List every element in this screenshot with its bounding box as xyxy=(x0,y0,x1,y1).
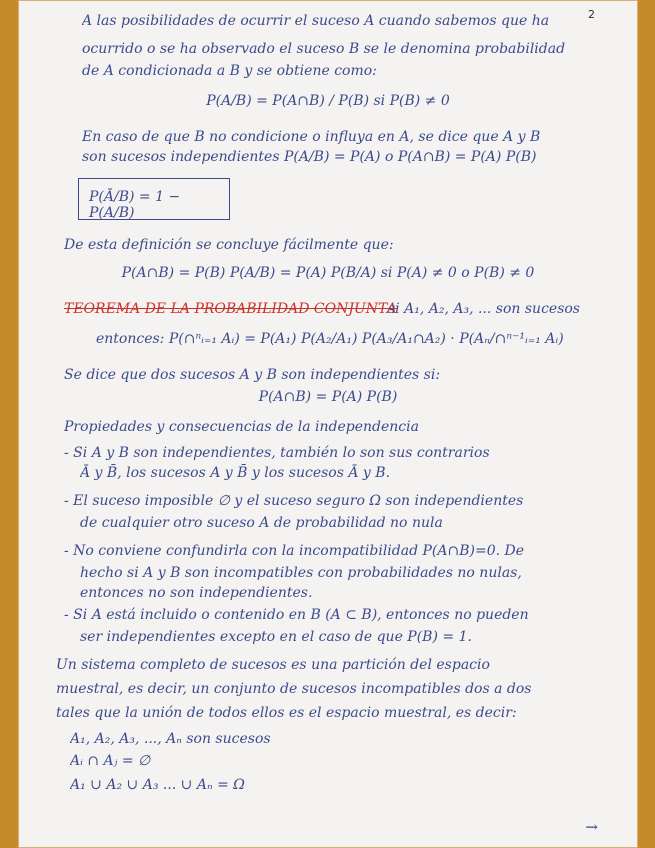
text-line-19: - No conviene confundirla con la incompatibilidad P(A∩B)=0. De xyxy=(64,543,525,559)
text-line-17: - El suceso imposible ∅ y el suceso seguro Ω son independientes xyxy=(64,493,524,509)
theorem-heading: TEOREMA DE LA PROBABILIDAD CONJUNTA xyxy=(64,301,397,317)
text-line-6: son sucesos independientes P(A/B) = P(A) o P(A∩B) = P(A) P(B) xyxy=(82,149,537,165)
text-line-3: de A condicionada a B y se obtiene como: xyxy=(82,63,377,79)
text-line-26: tales que la unión de todos ellos es el espacio muestral, es decir: xyxy=(56,705,517,721)
text-line-15: - Si A y B son independientes, también lo son sus contrarios xyxy=(64,445,490,461)
text-line-22: - Si A está incluido o contenido en B (A ⊂ B), entonces no pueden xyxy=(64,607,529,623)
text-line-7: De esta definición se concluye fácilmente que: xyxy=(64,237,394,253)
page-number: 2 xyxy=(588,8,595,21)
formula-independence: P(A∩B) = P(A) P(B) xyxy=(258,389,398,405)
formula-joint: P(A∩B) = P(B) P(A/B) = P(A) P(B/A) si P(A) ≠ 0 o P(B) ≠ 0 xyxy=(121,265,535,281)
text-line-23: ser independientes excepto en el caso de que P(B) = 1. xyxy=(80,629,472,645)
text-line-16: Ā y B̄, los sucesos A y B̄ y los sucesos Ā y B. xyxy=(80,465,391,481)
boxed-formula xyxy=(78,178,230,220)
notebook-page xyxy=(18,0,638,848)
text-line-18: de cualquier otro suceso A de probabilidad no nula xyxy=(80,515,443,531)
formula-conditional: P(A/B) = P(A∩B) / P(B) si P(B) ≠ 0 xyxy=(206,93,450,109)
text-line-24: Un sistema completo de sucesos es una partición del espacio xyxy=(56,657,490,673)
text-line-21: entonces no son independientes. xyxy=(80,585,313,601)
text-line-29: A₁ ∪ A₂ ∪ A₃ ... ∪ Aₙ = Ω xyxy=(70,777,245,793)
continue-arrow-icon: → xyxy=(585,818,598,836)
text-line-5: En caso de que B no condicione o influya en A, se dice que A y B xyxy=(82,129,541,145)
text-line-2: ocurrido o se ha observado el suceso B se le denomina probabilidad xyxy=(82,41,566,57)
text-line-12: Se dice que dos sucesos A y B son independientes si: xyxy=(64,367,441,383)
text-line-20: hecho si A y B son incompatibles con probabilidades no nulas, xyxy=(80,565,522,581)
text-line-1: A las posibilidades de ocurrir el suceso A cuando sabemos que ha xyxy=(82,13,550,29)
text-line-28: Aᵢ ∩ Aⱼ = ∅ xyxy=(70,753,151,769)
theorem-text: si A₁, A₂, A₃, ... son sucesos xyxy=(388,301,580,317)
text-line-25: muestral, es decir, un conjunto de sucesos incompatibles dos a dos xyxy=(56,681,532,697)
section-heading: Propiedades y consecuencias de la independencia xyxy=(64,419,419,435)
boxed-formula-text: P(Ā/B) = 1 − P(A/B) xyxy=(89,189,181,221)
theorem-formula: entonces: P(∩ⁿᵢ₌₁ Aᵢ) = P(A₁) P(A₂/A₁) P(A₃/A₁∩A₂) · P(Aₙ/∩ⁿ⁻¹ᵢ₌₁ Aᵢ) xyxy=(96,331,564,347)
text-line-27: A₁, A₂, A₃, ..., Aₙ son sucesos xyxy=(70,731,271,747)
